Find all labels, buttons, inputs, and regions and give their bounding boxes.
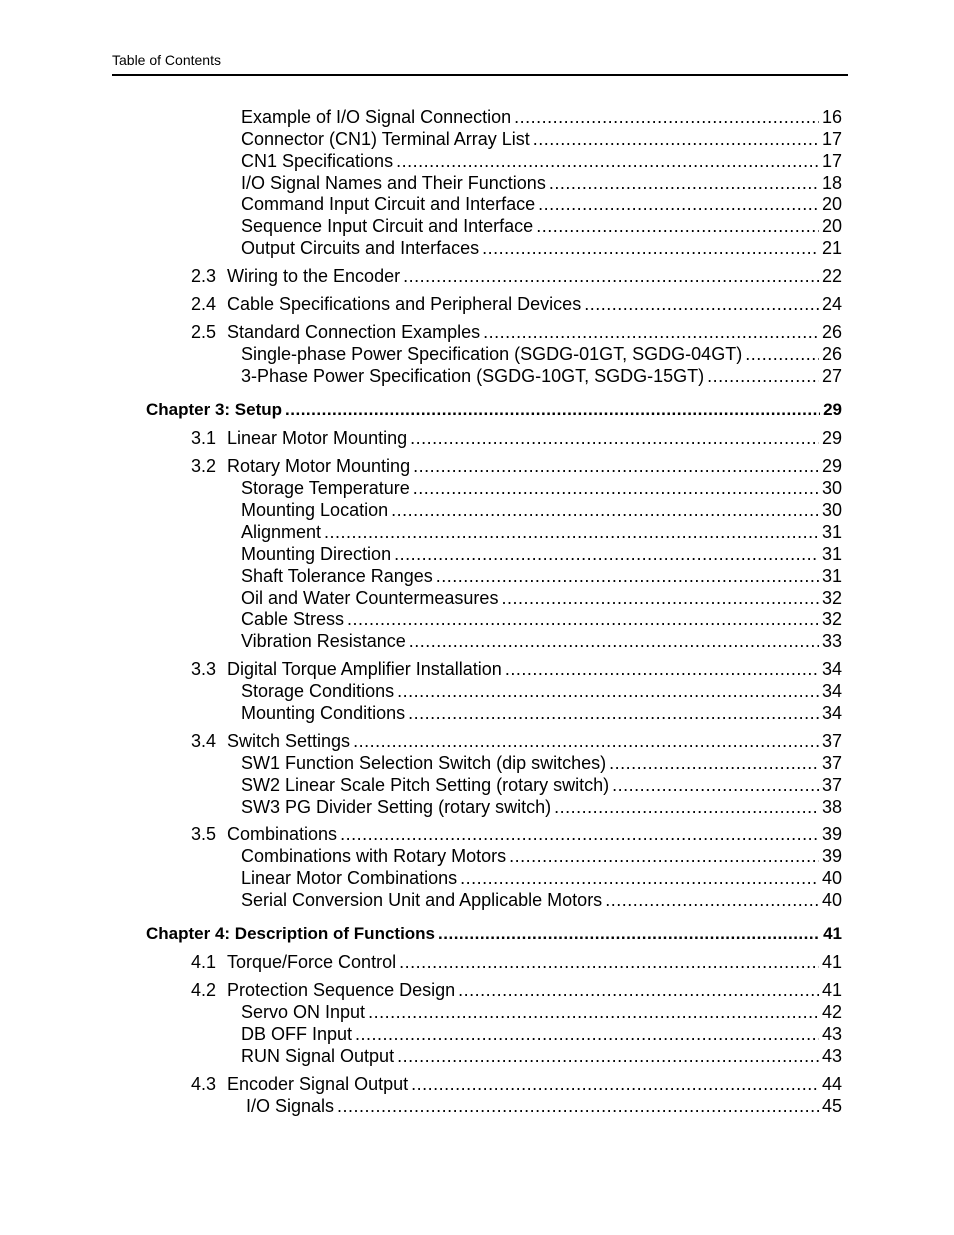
dot-leader (396, 150, 819, 172)
dot-leader (436, 565, 819, 587)
dot-leader (505, 658, 819, 680)
toc-entry-page-number: 20 (821, 216, 842, 236)
toc-entry-title: DB OFF Input (241, 1024, 353, 1044)
dot-leader (509, 845, 819, 867)
toc-entry-page-number: 17 (821, 129, 842, 149)
toc-entry-number: 4.3 (191, 1074, 217, 1094)
toc-entry-title: Linear Motor Mounting (227, 428, 408, 448)
dot-leader (347, 608, 819, 630)
dot-leader (458, 979, 819, 1001)
toc-entry-page-number: 22 (821, 266, 842, 286)
toc-entry[interactable] (191, 321, 842, 343)
dot-leader (409, 630, 819, 652)
toc-entry-title: Torque/Force Control (227, 952, 397, 972)
dot-leader (397, 1045, 819, 1067)
toc-entry-page-number: 41 (821, 980, 842, 1000)
toc-entry[interactable] (241, 499, 842, 521)
toc-entry[interactable] (241, 796, 842, 818)
dot-leader (536, 215, 819, 237)
toc-entry-title: Oil and Water Countermeasures (241, 588, 499, 608)
toc-entry-number: 2.3 (191, 266, 217, 286)
toc-entry[interactable] (241, 150, 842, 172)
dot-leader (460, 867, 819, 889)
toc-entry-page-number: 20 (821, 194, 842, 214)
dot-leader (410, 427, 819, 449)
toc-entry-title: Example of I/O Signal Connection (241, 107, 512, 127)
toc-entry-number: 3.4 (191, 731, 217, 751)
toc-entry-page-number: 34 (821, 681, 842, 701)
dot-leader (482, 237, 819, 259)
dot-leader (397, 680, 819, 702)
dot-leader (514, 106, 819, 128)
dot-leader (408, 702, 819, 724)
toc-entry-title: Switch Settings (227, 731, 351, 751)
dot-leader (533, 128, 819, 150)
toc-entry-title: Combinations (227, 824, 338, 844)
toc-entry-page-number: 24 (821, 294, 842, 314)
toc-entry[interactable] (241, 193, 842, 215)
toc-entry-title: Mounting Location (241, 500, 389, 520)
dot-leader (413, 477, 819, 499)
toc-entry-page-number: 21 (821, 238, 842, 258)
dot-leader (355, 1023, 819, 1045)
toc-entry[interactable] (191, 293, 842, 315)
toc-entry[interactable] (241, 106, 842, 128)
toc-entry-title: Digital Torque Amplifier Installation (227, 659, 502, 679)
toc-entry[interactable] (241, 774, 842, 796)
toc-entry-page-number: 30 (821, 478, 842, 498)
dot-leader (745, 343, 819, 365)
toc-entry-title: Servo ON Input (241, 1002, 366, 1022)
toc-entry-title: Connector (CN1) Terminal Array List (241, 129, 530, 149)
toc-entry-page-number: 41 (821, 952, 842, 972)
toc-entry-page-number: 37 (821, 775, 842, 795)
dot-leader (337, 1095, 819, 1117)
toc-entry-page-number: 27 (821, 366, 842, 386)
toc-entry-page-number: 40 (821, 868, 842, 888)
toc-entry[interactable] (241, 237, 842, 259)
toc-entry-title: SW2 Linear Scale Pitch Setting (rotary switch) (241, 775, 610, 795)
toc-entry-title: Rotary Motor Mounting (227, 456, 411, 476)
dot-leader (340, 823, 819, 845)
toc-entry-page-number: 41 (823, 924, 842, 943)
dot-leader (584, 293, 819, 315)
toc-entry-title: Encoder Signal Output (227, 1074, 409, 1094)
toc-entry-title: Cable Stress (241, 609, 345, 629)
dot-leader (483, 321, 819, 343)
toc-entry-title: Wiring to the Encoder (227, 266, 401, 286)
toc-entry-number: 3.2 (191, 456, 217, 476)
toc-entry-page-number: 34 (821, 703, 842, 723)
dot-leader (324, 521, 819, 543)
toc-entry[interactable] (191, 951, 842, 973)
toc-entry-page-number: 40 (821, 890, 842, 910)
toc-entry[interactable] (191, 823, 842, 845)
toc-entry[interactable] (191, 979, 842, 1001)
toc-entry[interactable] (241, 630, 842, 652)
toc-entry[interactable] (241, 565, 842, 587)
dot-leader (413, 455, 819, 477)
toc-entry[interactable] (241, 702, 842, 724)
dot-leader (353, 730, 819, 752)
toc-entry-page-number: 17 (821, 151, 842, 171)
toc-entry-title: 3-Phase Power Specification (SGDG-10GT, SGDG-15GT) (241, 366, 705, 386)
toc-entry-page-number: 29 (821, 428, 842, 448)
toc-entry[interactable] (191, 730, 842, 752)
toc-entry[interactable] (241, 128, 842, 150)
toc-entry-title: I/O Signals (246, 1096, 335, 1116)
toc-entry[interactable] (241, 543, 842, 565)
toc-entry-page-number: 38 (821, 797, 842, 817)
toc-entry-page-number: 32 (821, 609, 842, 629)
toc-entry-page-number: 33 (821, 631, 842, 651)
toc-entry-title: Storage Temperature (241, 478, 410, 498)
toc-entry-title: Shaft Tolerance Ranges (241, 566, 433, 586)
toc-entry[interactable] (246, 1095, 842, 1117)
toc-entry-number: 2.4 (191, 294, 217, 314)
toc-entry-title: Vibration Resistance (241, 631, 406, 651)
toc-entry-title: Single-phase Power Specification (SGDG-01GT, SGDG-04GT) (241, 344, 743, 364)
toc-entry-page-number: 43 (821, 1024, 842, 1044)
toc-entry[interactable] (241, 889, 842, 911)
toc-entry[interactable] (241, 215, 842, 237)
toc-entry[interactable] (241, 680, 842, 702)
toc-entry-title: Standard Connection Examples (227, 322, 481, 342)
dot-leader (501, 587, 819, 609)
toc-entry-title: Sequence Input Circuit and Interface (241, 216, 534, 236)
dot-leader (554, 796, 819, 818)
toc-entry-number: 3.5 (191, 824, 217, 844)
dot-leader (549, 172, 819, 194)
toc-entry-title: SW3 PG Divider Setting (rotary switch) (241, 797, 552, 817)
toc-entry[interactable] (241, 1001, 842, 1023)
toc-entry-number: 4.2 (191, 980, 217, 1000)
toc-entry-number: 3.1 (191, 428, 217, 448)
toc-entry-title: Command Input Circuit and Interface (241, 194, 536, 214)
dot-leader (609, 752, 819, 774)
toc-entry[interactable] (191, 658, 842, 680)
dot-leader (612, 774, 819, 796)
toc-entry[interactable] (191, 1073, 842, 1095)
toc-entry-page-number: 44 (821, 1074, 842, 1094)
toc-entry-page-number: 31 (821, 566, 842, 586)
dot-leader (538, 193, 819, 215)
toc-entry-page-number: 30 (821, 500, 842, 520)
toc-entry-page-number: 18 (821, 173, 842, 193)
toc-entry-title: SW1 Function Selection Switch (dip switches) (241, 753, 607, 773)
toc-entry-title: Chapter 3: Setup (146, 400, 283, 419)
toc-entry-title: I/O Signal Names and Their Functions (241, 173, 546, 193)
toc-entry[interactable] (191, 427, 842, 449)
toc-entry-page-number: 37 (821, 753, 842, 773)
toc-entry[interactable] (146, 399, 842, 421)
dot-leader (394, 543, 819, 565)
toc-entry-title: Cable Specifications and Peripheral Devices (227, 294, 582, 314)
toc-entry-page-number: 31 (821, 544, 842, 564)
toc-entry[interactable] (146, 923, 842, 945)
toc-entry-title: Output Circuits and Interfaces (241, 238, 480, 258)
toc-entry[interactable] (241, 343, 842, 365)
toc-entry-title: Alignment (241, 522, 322, 542)
dot-leader (285, 399, 820, 421)
toc-entry-title: RUN Signal Output (241, 1046, 395, 1066)
dot-leader (403, 265, 819, 287)
dot-leader (605, 889, 819, 911)
toc-entry-title: CN1 Specifications (241, 151, 394, 171)
toc-entry[interactable] (191, 265, 842, 287)
toc-entry-title: Combinations with Rotary Motors (241, 846, 507, 866)
dot-leader (399, 951, 819, 973)
header-title: Table of Contents (112, 52, 221, 68)
toc-entry[interactable] (241, 752, 842, 774)
toc-entry[interactable] (241, 172, 842, 194)
toc-entry-page-number: 45 (821, 1096, 842, 1116)
toc-entry-number: 4.1 (191, 952, 217, 972)
toc-entry-title: Linear Motor Combinations (241, 868, 458, 888)
toc-entry[interactable] (241, 845, 842, 867)
toc-entry-title: Mounting Conditions (241, 703, 406, 723)
toc-entry-page-number: 26 (821, 322, 842, 342)
toc-entry[interactable] (191, 455, 842, 477)
toc-entry-page-number: 32 (821, 588, 842, 608)
dot-leader (391, 499, 819, 521)
toc-entry-page-number: 29 (821, 456, 842, 476)
toc-entry-title: Serial Conversion Unit and Applicable Motors (241, 890, 603, 910)
toc-entry-page-number: 34 (821, 659, 842, 679)
toc-entry-title: Protection Sequence Design (227, 980, 456, 1000)
toc-entry-title: Storage Conditions (241, 681, 395, 701)
toc-entry-page-number: 31 (821, 522, 842, 542)
toc-entry-page-number: 29 (823, 400, 842, 419)
toc-entry[interactable] (241, 867, 842, 889)
toc-entry-number: 2.5 (191, 322, 217, 342)
toc-entry-page-number: 26 (821, 344, 842, 364)
toc-entry-page-number: 43 (821, 1046, 842, 1066)
toc-entry-page-number: 16 (821, 107, 842, 127)
toc-entry[interactable] (241, 1023, 842, 1045)
toc-entry-page-number: 39 (821, 846, 842, 866)
dot-leader (411, 1073, 819, 1095)
toc-entry-page-number: 37 (821, 731, 842, 751)
toc-entry[interactable] (241, 365, 842, 387)
toc-entry[interactable] (241, 587, 842, 609)
toc-entry-number: 3.3 (191, 659, 217, 679)
toc-entry[interactable] (241, 608, 842, 630)
toc-entry[interactable] (241, 521, 842, 543)
toc-entry-title: Mounting Direction (241, 544, 392, 564)
dot-leader (438, 923, 820, 945)
toc-entry[interactable] (241, 477, 842, 499)
toc-entry-page-number: 39 (821, 824, 842, 844)
dot-leader (368, 1001, 819, 1023)
toc-entry-title: Chapter 4: Description of Functions (146, 924, 436, 943)
toc-entry-page-number: 42 (821, 1002, 842, 1022)
toc-entry[interactable] (241, 1045, 842, 1067)
dot-leader (707, 365, 819, 387)
